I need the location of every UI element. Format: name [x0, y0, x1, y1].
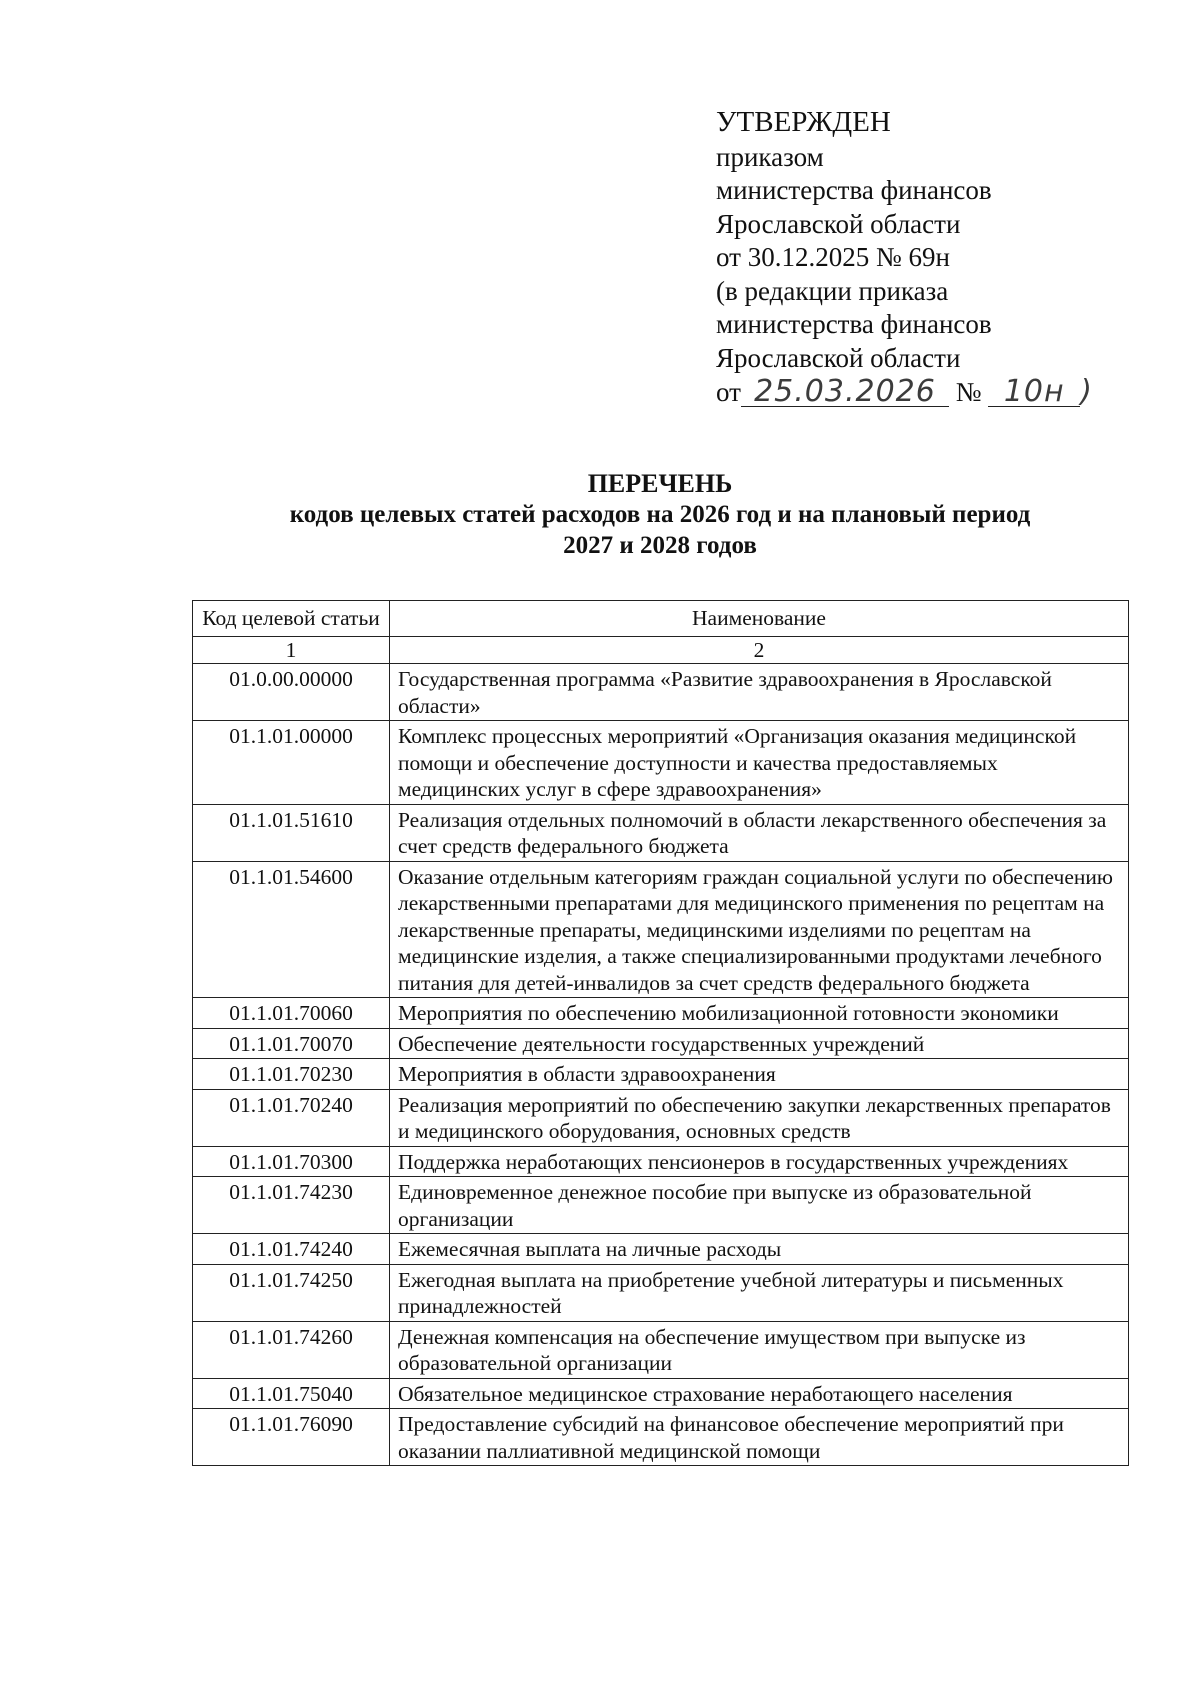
- approval-line: от 30.12.2025 № 69н: [716, 242, 950, 272]
- row-code: 01.1.01.74240: [193, 1234, 390, 1265]
- row-name: Единовременное денежное пособие при выпуске из образовательной организации: [390, 1177, 1129, 1234]
- title-line-2: кодов целевых статей расходов на 2026 год и на плановый период: [289, 501, 1031, 528]
- row-code: 01.1.01.74250: [193, 1264, 390, 1321]
- column-number: 2: [390, 636, 1129, 664]
- handwritten-number: 10н: [1003, 374, 1065, 409]
- row-code: 01.0.00.00000: [193, 664, 390, 721]
- header-code: Код целевой статьи: [193, 601, 390, 637]
- table-row: [193, 804, 1129, 861]
- row-code: 01.1.01.00000: [193, 721, 390, 805]
- approval-line: министерства финансов: [716, 309, 992, 339]
- row-name: Комплекс процессных мероприятий «Организация оказания медицинской помощи и обеспечение доступности и качества предоставляемых медицинских услуг в сфере здравоохранения»: [390, 721, 1129, 805]
- table-row: [193, 1321, 1129, 1378]
- table-row: [193, 721, 1129, 805]
- row-name: Поддержка неработающих пенсионеров в государственных учреждениях: [390, 1146, 1129, 1177]
- approval-line: Ярославской области: [716, 208, 961, 239]
- row-name: Реализация отдельных полномочий в области лекарственного обеспечения за счет средств федерального бюджета: [390, 804, 1129, 861]
- approval-line: министерства финансов: [716, 175, 992, 205]
- header-name: Наименование: [390, 601, 1129, 637]
- approval-line: (в редакции приказа: [716, 275, 949, 306]
- column-number: 1: [193, 636, 390, 664]
- table-row: [193, 1234, 1129, 1265]
- table-row: [193, 1059, 1129, 1090]
- row-code: 01.1.01.70070: [193, 1028, 390, 1059]
- approval-line: приказом: [716, 141, 824, 172]
- number-sign: №: [955, 377, 982, 407]
- row-name: Ежегодная выплата на приобретение учебной литературы и письменных принадлежностей: [390, 1264, 1129, 1321]
- row-name: Предоставление субсидий на финансовое обеспечение мероприятий при оказании паллиативной медицинской помощи: [390, 1409, 1129, 1466]
- approval-heading: УТВЕРЖДЕН: [716, 106, 891, 138]
- table-row: [193, 1409, 1129, 1466]
- table-row: [193, 861, 1129, 998]
- table-row: [193, 1177, 1129, 1234]
- row-code: 01.1.01.70300: [193, 1146, 390, 1177]
- title-line-3: 2027 и 2028 годов: [563, 532, 757, 559]
- title-line-1: ПЕРЕЧЕНЬ: [587, 469, 733, 498]
- approval-stamp: [716, 106, 1156, 410]
- row-code: 01.1.01.51610: [193, 804, 390, 861]
- row-name: Денежная компенсация на обеспечение имуществом при выпуске из образовательной организации: [390, 1321, 1129, 1378]
- table-row: [193, 1146, 1129, 1177]
- handwritten-date: 25.03.2026: [754, 374, 936, 409]
- column-number-row: [193, 636, 1129, 664]
- table-row: [193, 998, 1129, 1029]
- row-name: Обеспечение деятельности государственных учреждений: [390, 1028, 1129, 1059]
- row-code: 01.1.01.76090: [193, 1409, 390, 1466]
- document-title: [190, 468, 1130, 561]
- table-header-row: [193, 601, 1129, 637]
- row-code: 01.1.01.74230: [193, 1177, 390, 1234]
- row-name: Реализация мероприятий по обеспечению закупки лекарственных препаратов и медицинского оборудования, основных средств: [390, 1089, 1129, 1146]
- row-name: Ежемесячная выплата на личные расходы: [390, 1234, 1129, 1265]
- approval-line: Ярославской области: [716, 342, 961, 373]
- row-name: Мероприятия в области здравоохранения: [390, 1059, 1129, 1090]
- table-row: [193, 1378, 1129, 1409]
- table-row: [193, 1028, 1129, 1059]
- amendment-date-line: [716, 375, 1156, 410]
- from-prefix: от: [716, 377, 741, 407]
- table-row: [193, 1264, 1129, 1321]
- row-code: 01.1.01.70230: [193, 1059, 390, 1090]
- closing-paren: ): [1080, 374, 1093, 409]
- row-name: Обязательное медицинское страхование неработающего населения: [390, 1378, 1129, 1409]
- row-name: Государственная программа «Развитие здравоохранения в Ярославской области»: [390, 664, 1129, 721]
- row-name: Оказание отдельным категориям граждан социальной услуги по обеспечению лекарственными препаратами для медицинского применения по рецептам на лекарственные препараты, медицинскими изделиями по рецептам на медицинские изделия, а также специализированными продуктами лечебного питания для детей-инвалидов за счет средств федерального бюджета: [390, 861, 1129, 998]
- table-row: [193, 664, 1129, 721]
- row-code: 01.1.01.74260: [193, 1321, 390, 1378]
- row-code: 01.1.01.70060: [193, 998, 390, 1029]
- row-code: 01.1.01.75040: [193, 1378, 390, 1409]
- row-name: Мероприятия по обеспечению мобилизационной готовности экономики: [390, 998, 1129, 1029]
- row-code: 01.1.01.54600: [193, 861, 390, 998]
- target-codes-table: [192, 600, 1129, 1466]
- table-row: [193, 1089, 1129, 1146]
- row-code: 01.1.01.70240: [193, 1089, 390, 1146]
